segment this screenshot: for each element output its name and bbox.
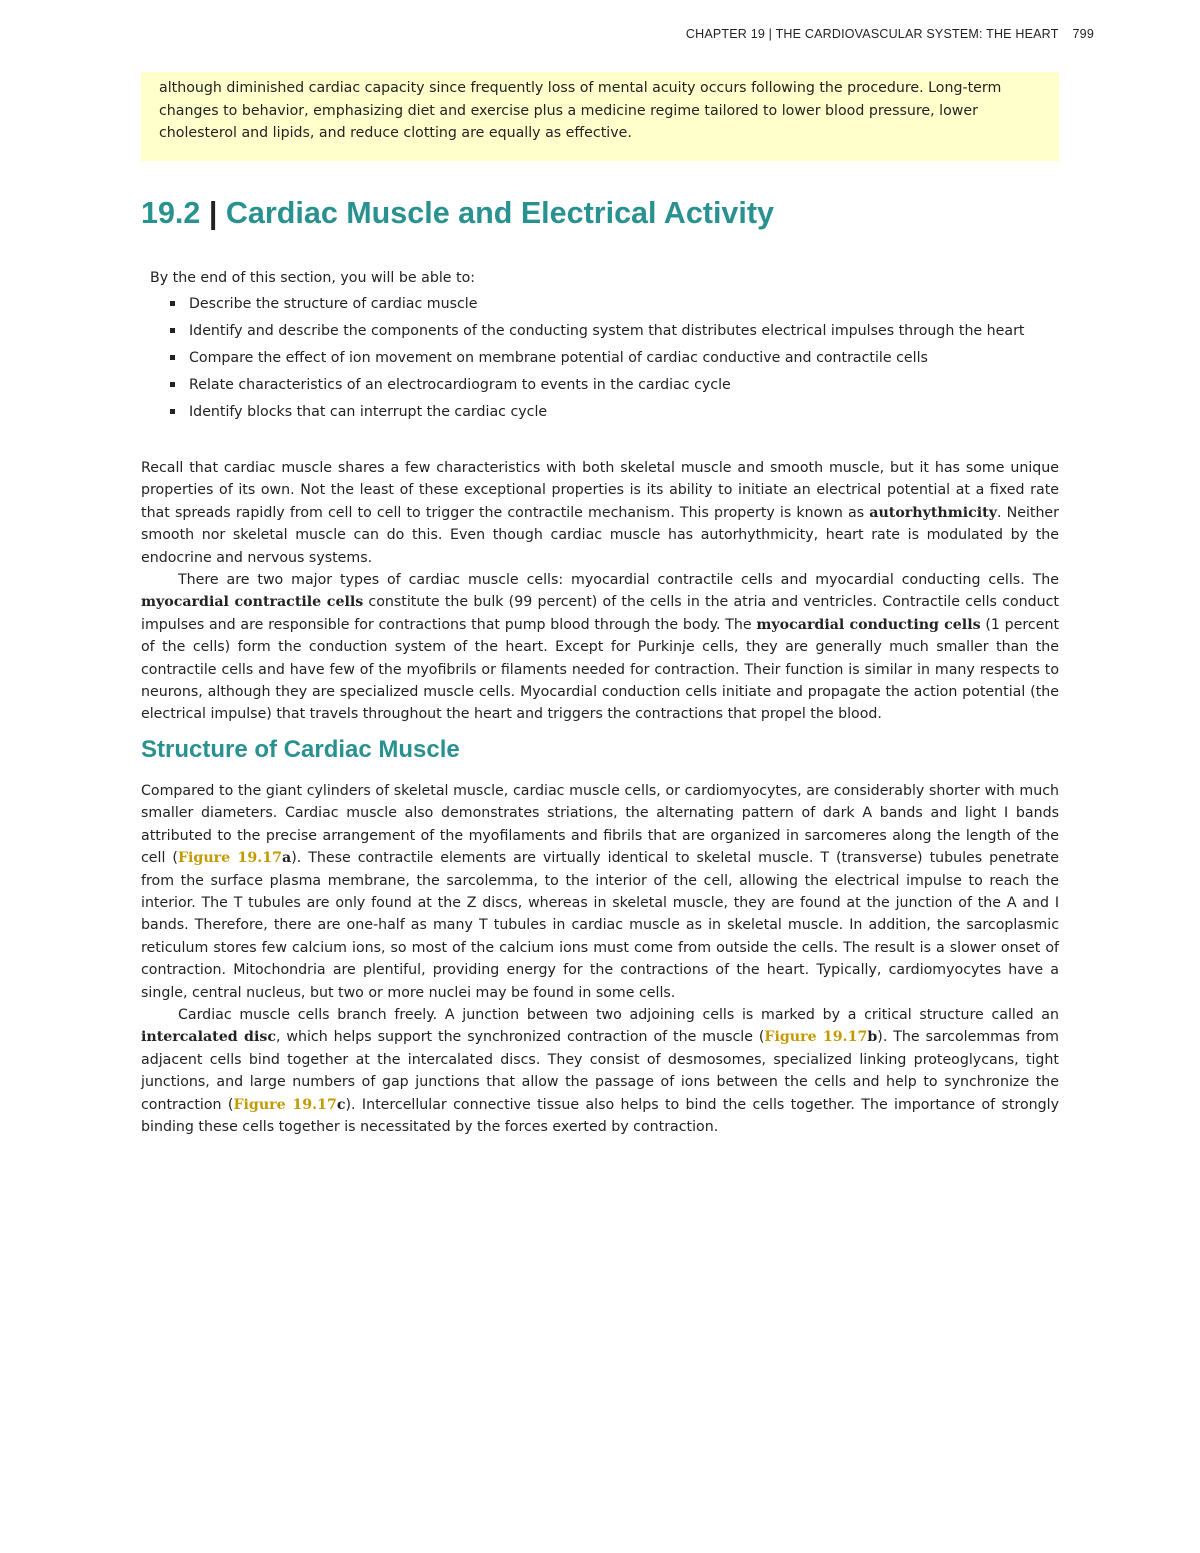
running-head — [686, 27, 1094, 41]
callout-text: although diminished cardiac capacity since frequently loss of mental acuity occurs following the procedure. Long-term changes to behavior, emphasizing diet and exercise plus a medicine regime tailored to lower blood pressure, lower cholesterol and lipids, and reduce clotting are equally as effective. — [159, 80, 1002, 141]
figure-link[interactable]: Figure 19.17 — [764, 1029, 868, 1046]
paragraph-cell-types: There are two major types of cardiac muscle cells: myocardial contractile cells and myocardial conducting cells. The myocardial contractile cells constitute the bulk (99 percent) of the cells in the atria and ventricles. Contractile cells conduct impulses and are responsible for contractions that pump blood through the body. The myocardial conducting cells (1 percent of the cells) form the conduction system of the heart. Except for Purkinje cells, they are generally much smaller than the contractile cells and have few of the myofibrils or filaments needed for contraction. Their function is similar in many respects to neurons, although they are specialized muscle cells. Myocardial conduction cells initiate and propagate the action potential (the electrical impulse) that travels throughout the heart and triggers the contractions that propel the blood. — [141, 572, 1060, 723]
section-title — [141, 196, 774, 231]
subsection-title: Structure of Cardiac Muscle — [141, 736, 460, 763]
page-number: 799 — [1072, 27, 1094, 41]
bullet-icon — [170, 382, 175, 387]
intro-body — [141, 457, 1059, 726]
bullet-icon — [170, 409, 175, 414]
figure-part-label: a — [281, 850, 292, 867]
callout-box — [141, 72, 1059, 161]
section-separator: | — [208, 196, 218, 230]
objective-text: Identify and describe the components of the conducting system that distributes electrical impulses through the heart — [189, 323, 1025, 339]
paragraph-autorhythmicity: Recall that cardiac muscle shares a few characteristics with both skeletal muscle and smooth muscle, but it has some unique properties of its own. Not the least of these exceptional properties is its ability to initiate an electrical potential at a fixed rate that spreads rapidly from cell to cell to trigger the contractile mechanism. This property is known as autorhythmicity. Neither smooth nor skeletal muscle can do this. Even though cardiac muscle has autorhythmicity, heart rate is modulated by the endocrine and nervous systems. — [141, 460, 1059, 566]
term-autorhythmicity: autorhythmicity — [869, 504, 997, 521]
list-item — [170, 374, 1024, 401]
figure-link[interactable]: Figure 19.17 — [233, 1096, 337, 1113]
section-number: 19.2 — [141, 196, 201, 230]
objectives-list — [170, 293, 1024, 428]
objectives-intro: By the end of this section, you will be able to: — [150, 270, 476, 286]
paragraph-intercalated-disc: Cardiac muscle cells branch freely. A junction between two adjoining cells is marked by a critical structure called an intercalated disc, which helps support the synchronized contraction of the muscle (Figure 19.17b). The sarcolemmas from adjacent cells bind together at the intercalated discs. They consist of desmosomes, specialized linking proteoglycans, tight junctions, and large numbers of gap junctions that allow the passage of ions between the cells and help to synchronize the contraction (Figure 19.17c). Intercellular connective tissue also helps to bind the cells together. The importance of strongly binding these cells together is necessitated by the forces exerted by contraction. — [141, 1007, 1059, 1136]
figure-part-label: b — [867, 1029, 878, 1046]
bullet-icon — [170, 301, 175, 306]
term-conducting-cells: myocardial conducting cells — [756, 616, 981, 633]
figure-part-label: c — [336, 1096, 346, 1113]
paragraph-structure: Compared to the giant cylinders of skeletal muscle, cardiac muscle cells, or cardiomyocytes, are considerably shorter with much smaller diameters. Cardiac muscle also demonstrates striations, the alternating pattern of dark A bands and light I bands attributed to the precise arrangement of the myofilaments and fibrils that are organized in sarcomeres along the length of the cell (Figure 19.17a). These contractile elements are virtually identical to skeletal muscle. T (transverse) tubules penetrate from the surface plasma membrane, the sarcolemma, to the interior of the cell, allowing the electrical impulse to reach the interior. The T tubules are only found at the Z discs, whereas in skeletal muscle, they are found at the junction of the A and I bands. Therefore, there are one-half as many T tubules in cardiac muscle as in skeletal muscle. In addition, the sarcoplasmic reticulum stores few calcium ions, so most of the calcium ions must come from outside the cells. The result is a slower onset of contraction. Mitochondria are plentiful, providing energy for the contractions of the heart. Typically, cardiomyocytes have a single, central nucleus, but two or more nuclei may be found in some cells. — [141, 783, 1059, 1001]
figure-link[interactable]: Figure 19.17 — [177, 850, 282, 867]
objective-text: Identify blocks that can interrupt the cardiac cycle — [189, 404, 548, 420]
list-item — [170, 293, 1024, 320]
section-title-text: Cardiac Muscle and Electrical Activity — [225, 196, 774, 230]
list-item — [170, 347, 1024, 374]
term-intercalated-disc: intercalated disc — [141, 1029, 276, 1046]
list-item — [170, 320, 1024, 347]
running-head-title: CHAPTER 19 | THE CARDIOVASCULAR SYSTEM: THE HEART — [685, 27, 1059, 41]
objective-text: Compare the effect of ion movement on membrane potential of cardiac conductive and contractile cells — [189, 350, 928, 366]
list-item — [170, 401, 1024, 428]
objective-text: Relate characteristics of an electrocardiogram to events in the cardiac cycle — [189, 377, 731, 393]
structure-body — [141, 780, 1059, 1139]
objective-text: Describe the structure of cardiac muscle — [189, 296, 478, 312]
bullet-icon — [170, 328, 175, 333]
bullet-icon — [170, 355, 175, 360]
term-contractile-cells: myocardial contractile cells — [141, 594, 364, 611]
